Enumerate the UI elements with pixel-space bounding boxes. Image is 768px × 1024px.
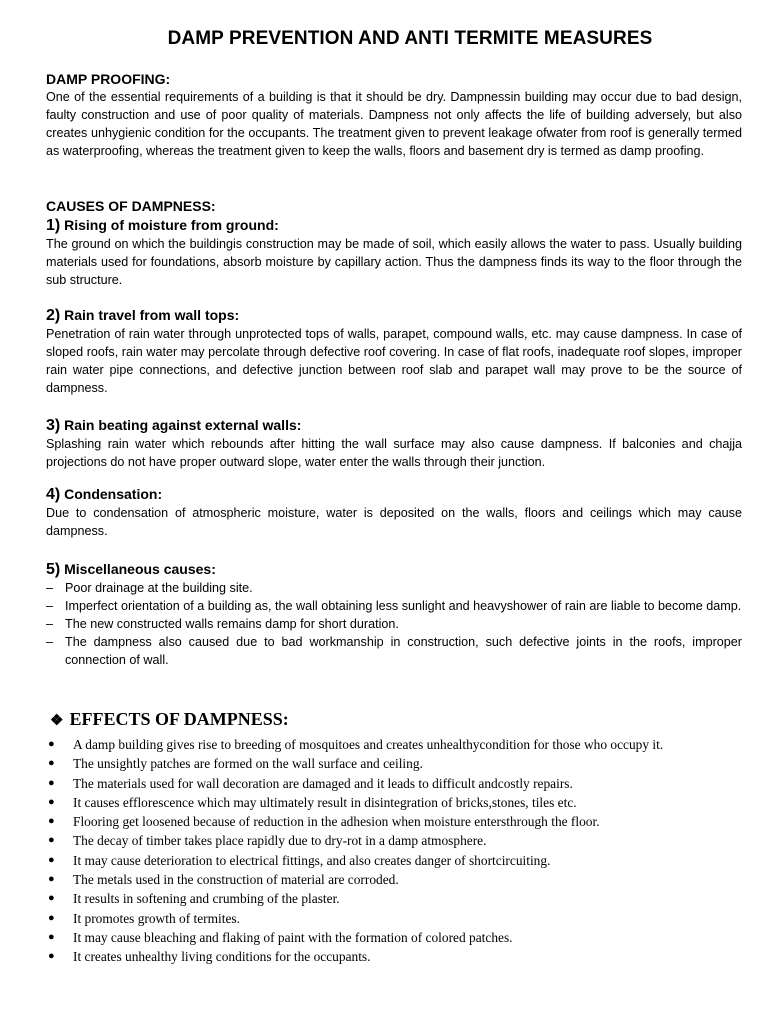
list-item: ● Flooring get loosened because of reduction in the adhesion when moisture entersthrough the floor. (46, 812, 742, 831)
cause-heading: Condensation: (64, 486, 163, 502)
dash-marker: – (46, 581, 54, 595)
bullet-icon: ● (48, 930, 55, 943)
dash-marker: – (46, 599, 54, 613)
cause-item (46, 306, 742, 397)
effects-section (46, 708, 742, 967)
cause-number: 3) (46, 417, 61, 434)
bullet-icon: ● (48, 738, 55, 750)
cause-text: The ground on which the buildingis construction may be made of soil, which easily allows the water to pass. Usually building materials used for foundations, absorb moisture by capillary action. Thus the dampness finds its way to the floor through the sub structure. (46, 237, 742, 287)
cause-heading: Rain travel from wall tops: (64, 307, 240, 323)
causes-heading: CAUSES OF DAMPNESS: (46, 198, 216, 214)
bullet-icon: ● (48, 892, 55, 905)
damp-proofing-section (46, 70, 742, 160)
bullet-icon: ● (48, 873, 55, 886)
bullet-icon: ● (48, 776, 55, 789)
list-item: – Imperfect orientation of a building as, the wall obtaining less sunlight and heavyshower of rain are liable to become damp. (46, 599, 742, 613)
bullet-icon: ● (48, 853, 55, 866)
cause-item (46, 216, 742, 289)
cause-item (46, 416, 742, 471)
cause-text: Splashing rain water which rebounds after hitting the wall surface may also cause dampness. If balconies and chajja projections do not have proper outward slope, water enter the walls through their junction. (46, 437, 742, 469)
damp-proofing-heading: DAMP PROOFING: (46, 71, 171, 87)
list-item: ● The metals used in the construction of material are corroded. (46, 870, 742, 889)
damp-proofing-text: One of the essential requirements of a building is that it should be dry. Dampnessin building may occur due to bad design, faulty construction and use of poor quality of materials. Dampness not only affects the life of building adversely, but also creates unhygienic condition for the occupants. The treatment given to prevent leakage ofwater from roof is generally termed as waterproofing, whereas the treatment given to keep the walls, floors and basement dry is termed as damp proofing. (46, 90, 742, 158)
dash-marker: – (46, 617, 54, 631)
cause-text: Penetration of rain water through unprotected tops of walls, parapet, compound walls, etc. may cause dampness. In case of sloped roofs, rain water may percolate through defective roof covering. In case of flat roofs, inadequate roof slopes, improper rain water pipe connections, and defective junction between roof slab and parapet wall may prove to be the source of dampness. (46, 327, 742, 395)
bullet-icon: ● (48, 795, 55, 808)
list-item: ● It results in softening and crumbing of the plaster. (46, 889, 742, 908)
bullet-icon: ● (48, 757, 55, 770)
bullet-icon: ● (48, 834, 55, 847)
list-item: ● It promotes growth of termites. (46, 909, 742, 928)
list-item: ● It may cause bleaching and flaking of paint with the formation of colored patches. (46, 928, 742, 947)
list-item: ● It may cause deterioration to electrical fittings, and also creates danger of shortcircuiting. (46, 851, 742, 870)
cause-item (46, 560, 742, 669)
bullet-icon: ● (48, 950, 55, 963)
cause-number: 2) (46, 307, 61, 324)
cause-heading: Rain beating against external walls: (64, 417, 302, 433)
cause-number: 5) (46, 561, 61, 578)
cause-number: 1) (46, 217, 61, 234)
effects-list (46, 735, 742, 967)
list-item: ● The unsightly patches are formed on the wall surface and ceiling. (46, 754, 742, 773)
causes-heading-block (46, 197, 742, 215)
bullet-icon: ● (48, 911, 55, 924)
page-title: DAMP PREVENTION AND ANTI TERMITE MEASURES (167, 28, 653, 49)
list-item: ● The decay of timber takes place rapidly due to dry-rot in a damp atmosphere. (46, 831, 742, 850)
list-item: ● It causes efflorescence which may ultimately result in disintegration of bricks,stones, tiles etc. (46, 793, 742, 812)
list-item: ● The materials used for wall decoration are damaged and it leads to difficult andcostly repairs. (46, 774, 742, 793)
diamond-bullet-icon: ❖ (50, 713, 64, 729)
list-item: ● It creates unhealthy living conditions for the occupants. (46, 947, 742, 966)
cause-item (46, 485, 742, 540)
list-item: ● A damp building gives rise to breeding of mosquitoes and creates unhealthycondition for those who occupy it. (46, 735, 742, 754)
bullet-icon: ● (48, 815, 55, 828)
cause-text: Due to condensation of atmospheric moisture, water is deposited on the walls, floors and ceilings which may cause dampness. (46, 506, 742, 538)
misc-causes-list (46, 579, 742, 669)
list-item: – Poor drainage at the building site. (46, 581, 253, 595)
list-item: – The dampness also caused due to bad workmanship in construction, such defective joints in the roofs, improper connection of wall. (46, 635, 742, 667)
cause-heading: Rising of moisture from ground: (64, 217, 279, 233)
cause-number: 4) (46, 486, 61, 503)
list-item: – The new constructed walls remains damp for short duration. (46, 617, 399, 631)
cause-heading: Miscellaneous causes: (64, 561, 216, 577)
effects-heading: ❖ EFFECTS OF DAMPNESS: (50, 709, 289, 729)
dash-marker: – (46, 635, 54, 649)
